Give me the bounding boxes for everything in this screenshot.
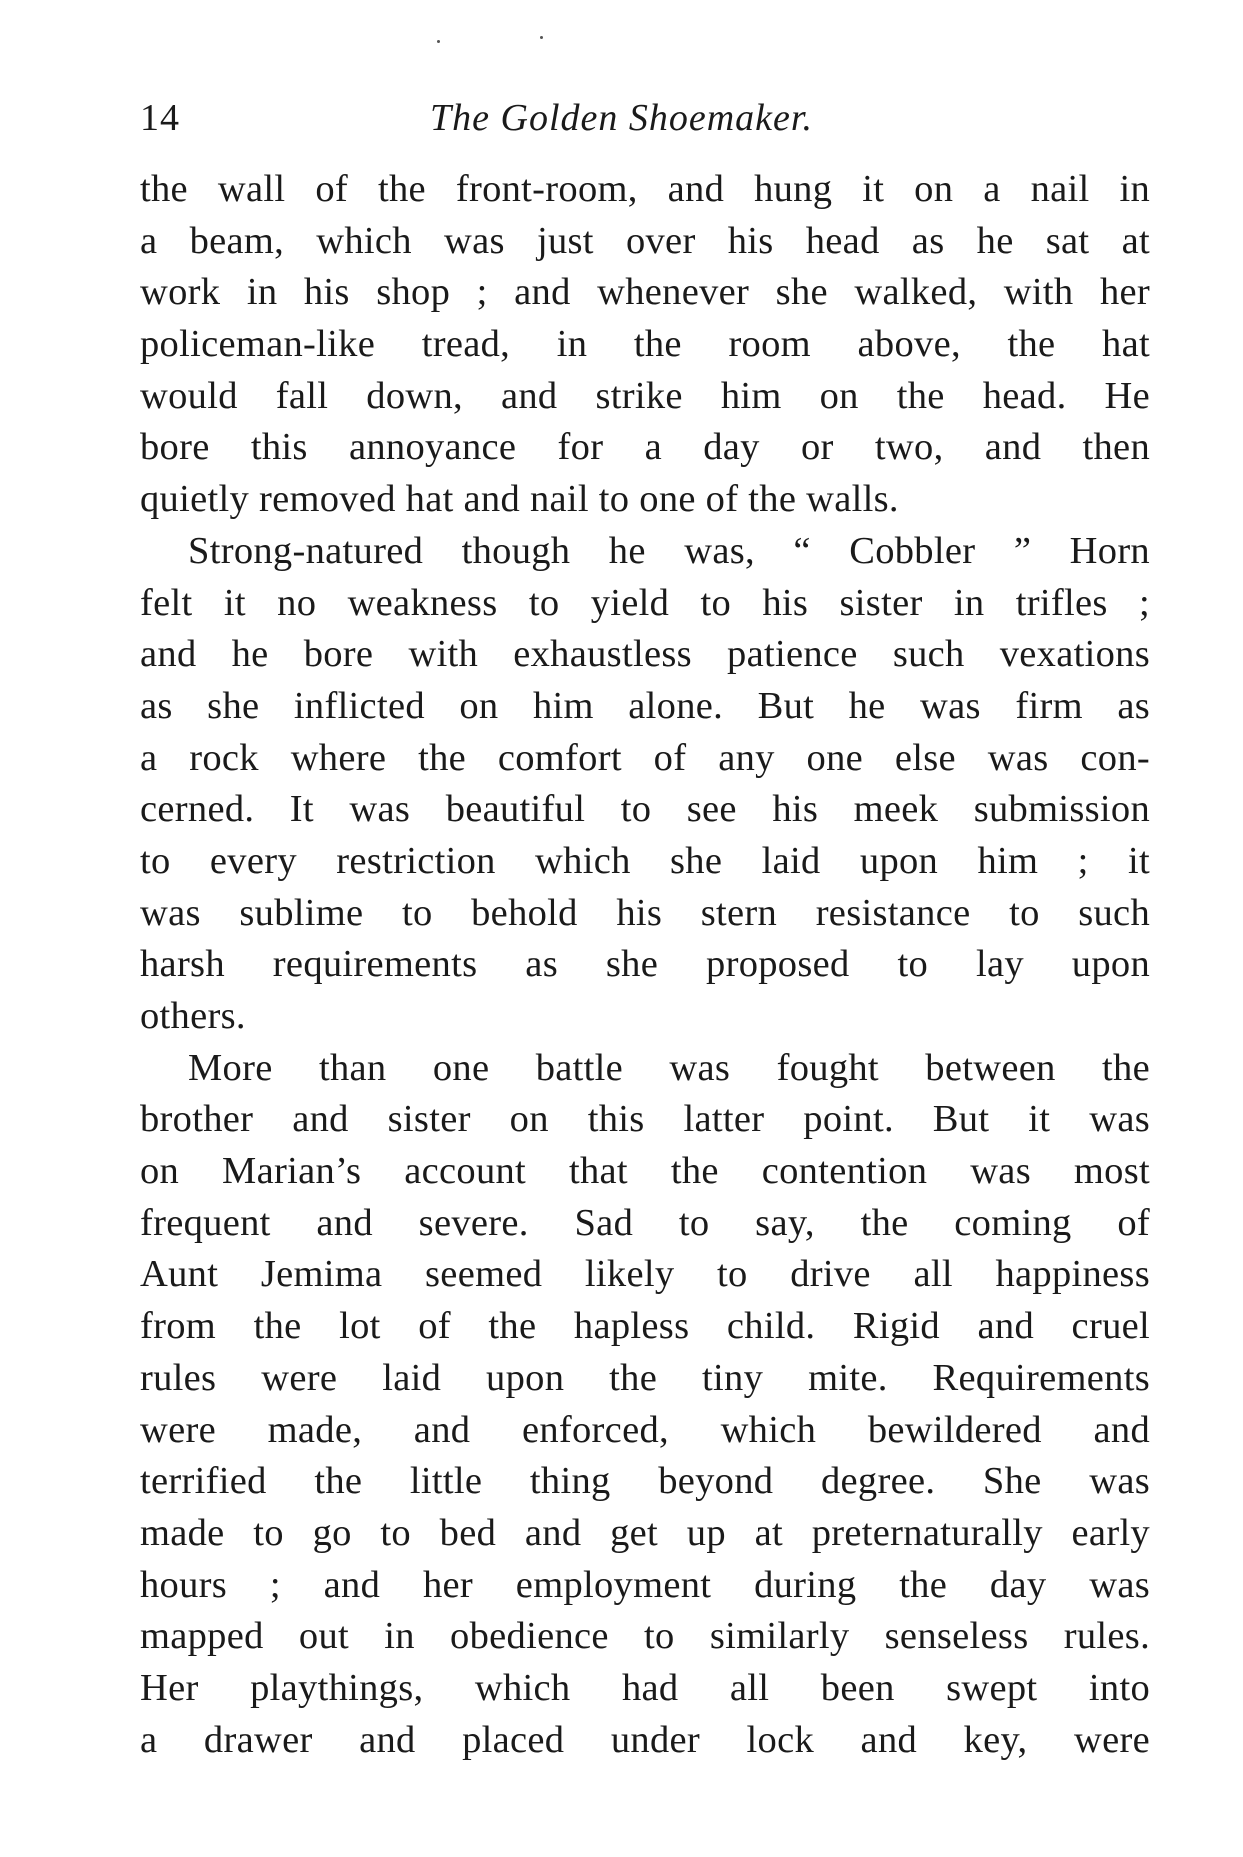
body-text: [140, 164, 1150, 1766]
text-line: on Marian’s account that the contention was most: [140, 1150, 1150, 1193]
text-line: to every restriction which she laid upon him ; it: [140, 839, 1150, 882]
paragraph-start-line: More than one battle was fought between the: [188, 1046, 1150, 1089]
text-line: made to go to bed and get up at preternaturally early: [140, 1511, 1150, 1554]
text-line: terrified the little thing beyond degree. She was: [140, 1460, 1150, 1503]
text-line: a drawer and placed under lock and key, were: [140, 1718, 1150, 1761]
text-line: cerned. It was beautiful to see his meek submission: [140, 788, 1150, 831]
text-line: was sublime to behold his stern resistance to such: [140, 891, 1150, 934]
text-line: rules were laid upon the tiny mite. Requirements: [140, 1356, 1150, 1399]
text-line: brother and sister on this latter point. But it was: [140, 1098, 1150, 1141]
text-line: work in his shop ; and whenever she walked, with her: [140, 271, 1150, 314]
text-line: frequent and severe. Sad to say, the coming of: [140, 1201, 1150, 1244]
text-line: policeman-like tread, in the room above, the hat: [140, 323, 1150, 366]
text-line: were made, and enforced, which bewildered and: [140, 1408, 1150, 1451]
text-line: as she inflicted on him alone. But he was firm as: [140, 684, 1150, 727]
text-line: and he bore with exhaustless patience such vexations: [140, 633, 1150, 676]
paragraph-start-line: Strong-natured though he was, “ Cobbler ” Horn: [188, 529, 1150, 572]
text-line: bore this annoyance for a day or two, and then: [140, 426, 1150, 469]
running-title: The Golden Shoemaker.: [430, 97, 813, 139]
page-speck: [540, 36, 543, 39]
text-line: the wall of the front-room, and hung it on a nail in: [140, 168, 1150, 210]
text-line: felt it no weakness to yield to his sister in trifles ;: [140, 581, 1150, 624]
page-number: 14: [140, 97, 180, 139]
running-header: [140, 96, 1150, 156]
text-line: would fall down, and strike him on the head. He: [140, 374, 1150, 417]
text-line: others.: [140, 995, 246, 1037]
text-line: hours ; and her employment during the day was: [140, 1563, 1150, 1606]
text-line: from the lot of the hapless child. Rigid and cruel: [140, 1305, 1150, 1348]
text-line: Her playthings, which had all been swept into: [140, 1666, 1150, 1709]
text-line: a beam, which was just over his head as he sat at: [140, 219, 1150, 262]
text-line: harsh requirements as she proposed to lay upon: [140, 943, 1150, 986]
text-line: a rock where the comfort of any one else was con-: [140, 736, 1150, 779]
text-line: quietly removed hat and nail to one of the walls.: [140, 478, 899, 521]
page-speck: [437, 40, 440, 43]
text-line: mapped out in obedience to similarly senseless rules.: [140, 1615, 1150, 1658]
text-line: Aunt Jemima seemed likely to drive all happiness: [140, 1253, 1150, 1296]
